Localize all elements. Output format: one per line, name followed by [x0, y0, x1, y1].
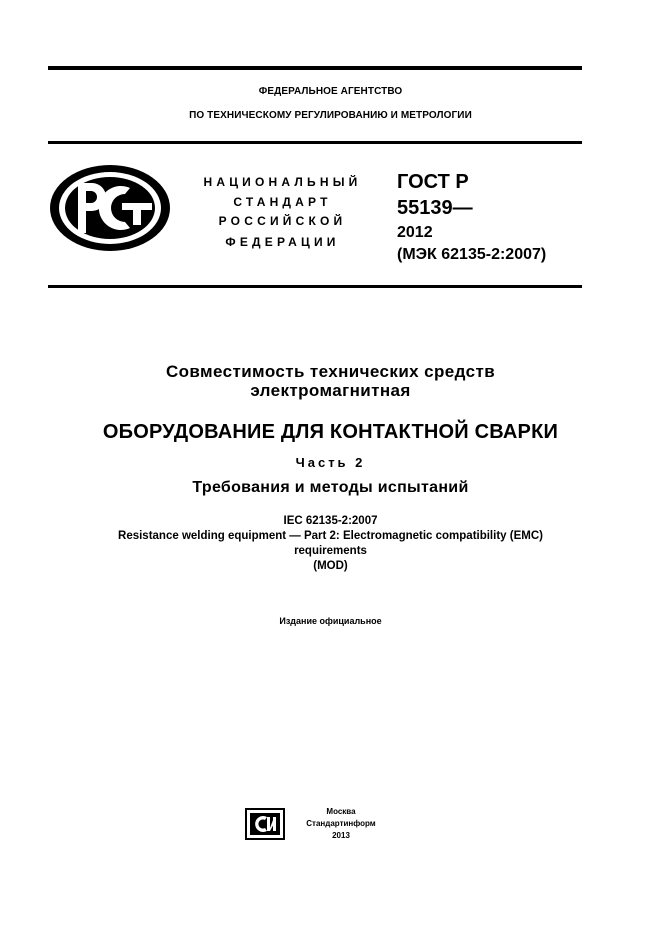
publisher-name: Стандартинформ: [306, 819, 376, 828]
iec-title-line-1: Resistance welding equipment — Part 2: Electromagnetic compatibility (EMC): [118, 530, 543, 542]
part-label: Часть 2: [295, 455, 366, 470]
edition-label: Издание официальное: [279, 616, 382, 626]
designation-line-2: 55139—: [397, 197, 473, 219]
standartinform-logo-icon: [245, 808, 285, 840]
title-line-2: электромагнитная: [250, 381, 411, 400]
iec-reference: IEC 62135-2:2007: [283, 515, 378, 527]
designation-line-3: 2012: [397, 224, 433, 241]
designation-rule: [48, 285, 582, 288]
iec-title-line-2: requirements: [294, 545, 367, 557]
header-rule: [48, 141, 582, 144]
publisher-city: Москва: [326, 807, 356, 816]
national-line-1: НАЦИОНАЛЬНЫЙ: [203, 175, 362, 189]
agency-line-2: ПО ТЕХНИЧЕСКОМУ РЕГУЛИРОВАНИЮ И МЕТРОЛОГИИ: [189, 110, 472, 121]
national-line-3: РОССИЙСКОЙ: [218, 214, 347, 228]
publisher-year: 2013: [332, 831, 350, 840]
agency-line-1: ФЕДЕРАЛЬНОЕ АГЕНТСТВО: [258, 86, 403, 97]
national-line-4: ФЕДЕРАЦИИ: [225, 235, 340, 249]
subtitle: Требования и методы испытаний: [192, 479, 469, 496]
designation-line-1: ГОСТ Р: [397, 171, 469, 193]
rst-certification-mark-icon: [48, 163, 172, 253]
top-rule: [48, 66, 582, 70]
designation-line-4: (МЭК 62135-2:2007): [397, 246, 547, 263]
national-line-2: СТАНДАРТ: [233, 195, 332, 209]
title-line-1: Совместимость технических средств: [165, 362, 496, 381]
mod-label: (MOD): [313, 560, 348, 572]
main-title: ОБОРУДОВАНИЕ ДЛЯ КОНТАКТНОЙ СВАРКИ: [102, 421, 559, 443]
